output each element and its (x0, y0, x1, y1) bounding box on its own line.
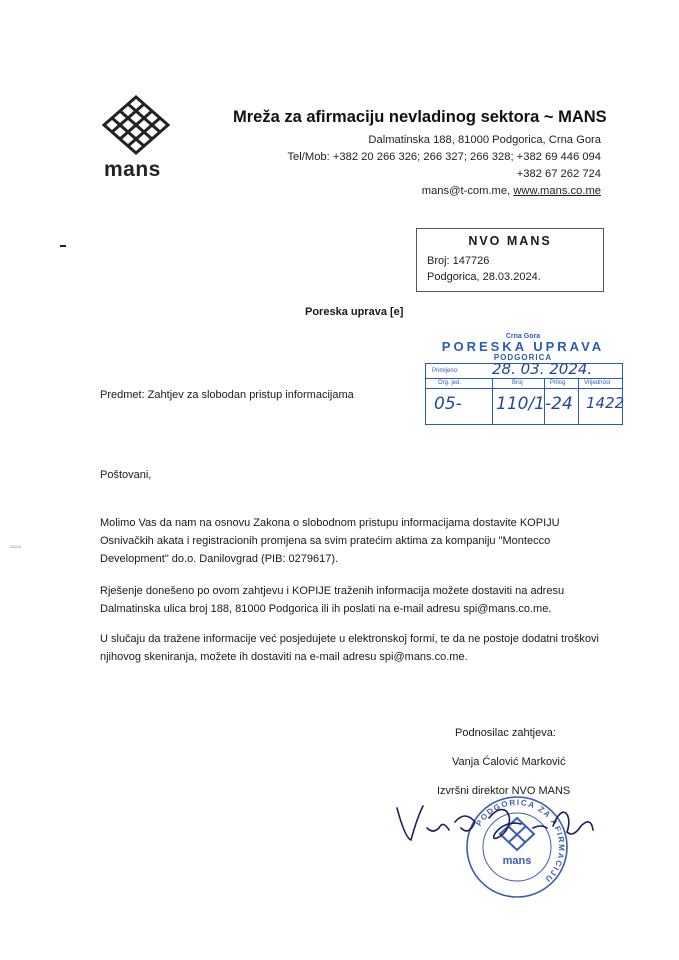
stamp-value-value: 1422 (586, 394, 625, 412)
signatory-name: Vanja Ćalović Marković (452, 756, 566, 768)
subject-line: Predmet: Zahtjev za slobodan pristup informacijama (100, 389, 354, 401)
stamp-col-number: Broj (512, 380, 523, 386)
registry-date: Podgorica, 28.03.2024. (427, 271, 541, 283)
org-contact-line (422, 185, 601, 197)
signature-heading: Podnosilac zahtjeva: (455, 727, 556, 739)
seal-ring-text: PODGORICA ZA AFIRMACIJU (474, 797, 567, 885)
org-phone-line-1: Tel/Mob: +382 20 266 326; 266 327; 266 328; +382 69 446 094 (287, 151, 601, 163)
scan-artifact: ≈≈≈ (10, 544, 22, 551)
margin-mark (60, 245, 66, 247)
body-paragraph-1: Molimo Vas da nam na osnovu Zakona o slobodnom pristupu informacijama dostavite KOPIJU Osnivačkih akata i registracionih promjena sa svim pratećim aktima za kompaniju "Montecco Development" do.o. Danilovgrad (PIB: 0279617). (100, 517, 560, 565)
stamp-grid (425, 360, 625, 425)
mans-logo-icon (100, 93, 172, 159)
signatory-role: Izvršni direktor NVO MANS (437, 785, 571, 797)
org-website-link[interactable]: www.mans.co.me (513, 185, 601, 197)
stamp-org-value: 05- (434, 394, 462, 414)
salutation: Poštovani, (100, 469, 152, 481)
stamp-institution: PORESKA UPRAVA (441, 339, 605, 354)
registry-box (416, 228, 604, 292)
stamp-city: PODGORICA (493, 353, 553, 362)
org-name: Mreža za afirmaciju nevladinog sektora ~ MANS (233, 108, 607, 126)
stamp-col-org: Org. jed. (438, 380, 462, 386)
seal-center-text: mans (502, 855, 532, 867)
body-paragraph-2: Rješenje donešeno po ovom zahtjevu i KOPIJE traženih informacija možete dostaviti na adresu Dalmatinska ulica broj 188, 81000 Podgorica ili ih poslati na e-mail adresu spi@mans.co.me. (100, 585, 565, 615)
org-address: Dalmatinska 188, 81000 Podgorica, Crna Gora (368, 134, 601, 146)
stamp-received-date: 28. 03. 2024. (492, 360, 593, 378)
body-paragraph-3: U slučaju da tražene informacije već posjedujete u elektronskoj formi, te da ne postoje dodatni troškovi njihovog skeniranja, možete ih dostaviti na e-mail adresu spi@mans.co.me. (100, 633, 599, 663)
stamp-col-attachment: Prilog (550, 380, 566, 386)
stamp-country: Crna Gora (505, 333, 541, 340)
stamp-received-label: Primljeno: (432, 368, 459, 374)
stamp-col-value: Vrijednost (584, 380, 611, 386)
logo-text: mans (104, 158, 161, 181)
org-phone-line-2: +382 67 262 724 (516, 168, 601, 180)
org-email[interactable]: mans@t-com.me, (421, 185, 511, 197)
registry-title: NVO MANS (468, 234, 552, 248)
stamp-number-value: 110/1-24 (496, 394, 573, 414)
handwritten-signature (393, 798, 633, 848)
recipient: Poreska uprava [e] (305, 306, 404, 318)
registry-number: Broj: 147726 (427, 255, 490, 267)
